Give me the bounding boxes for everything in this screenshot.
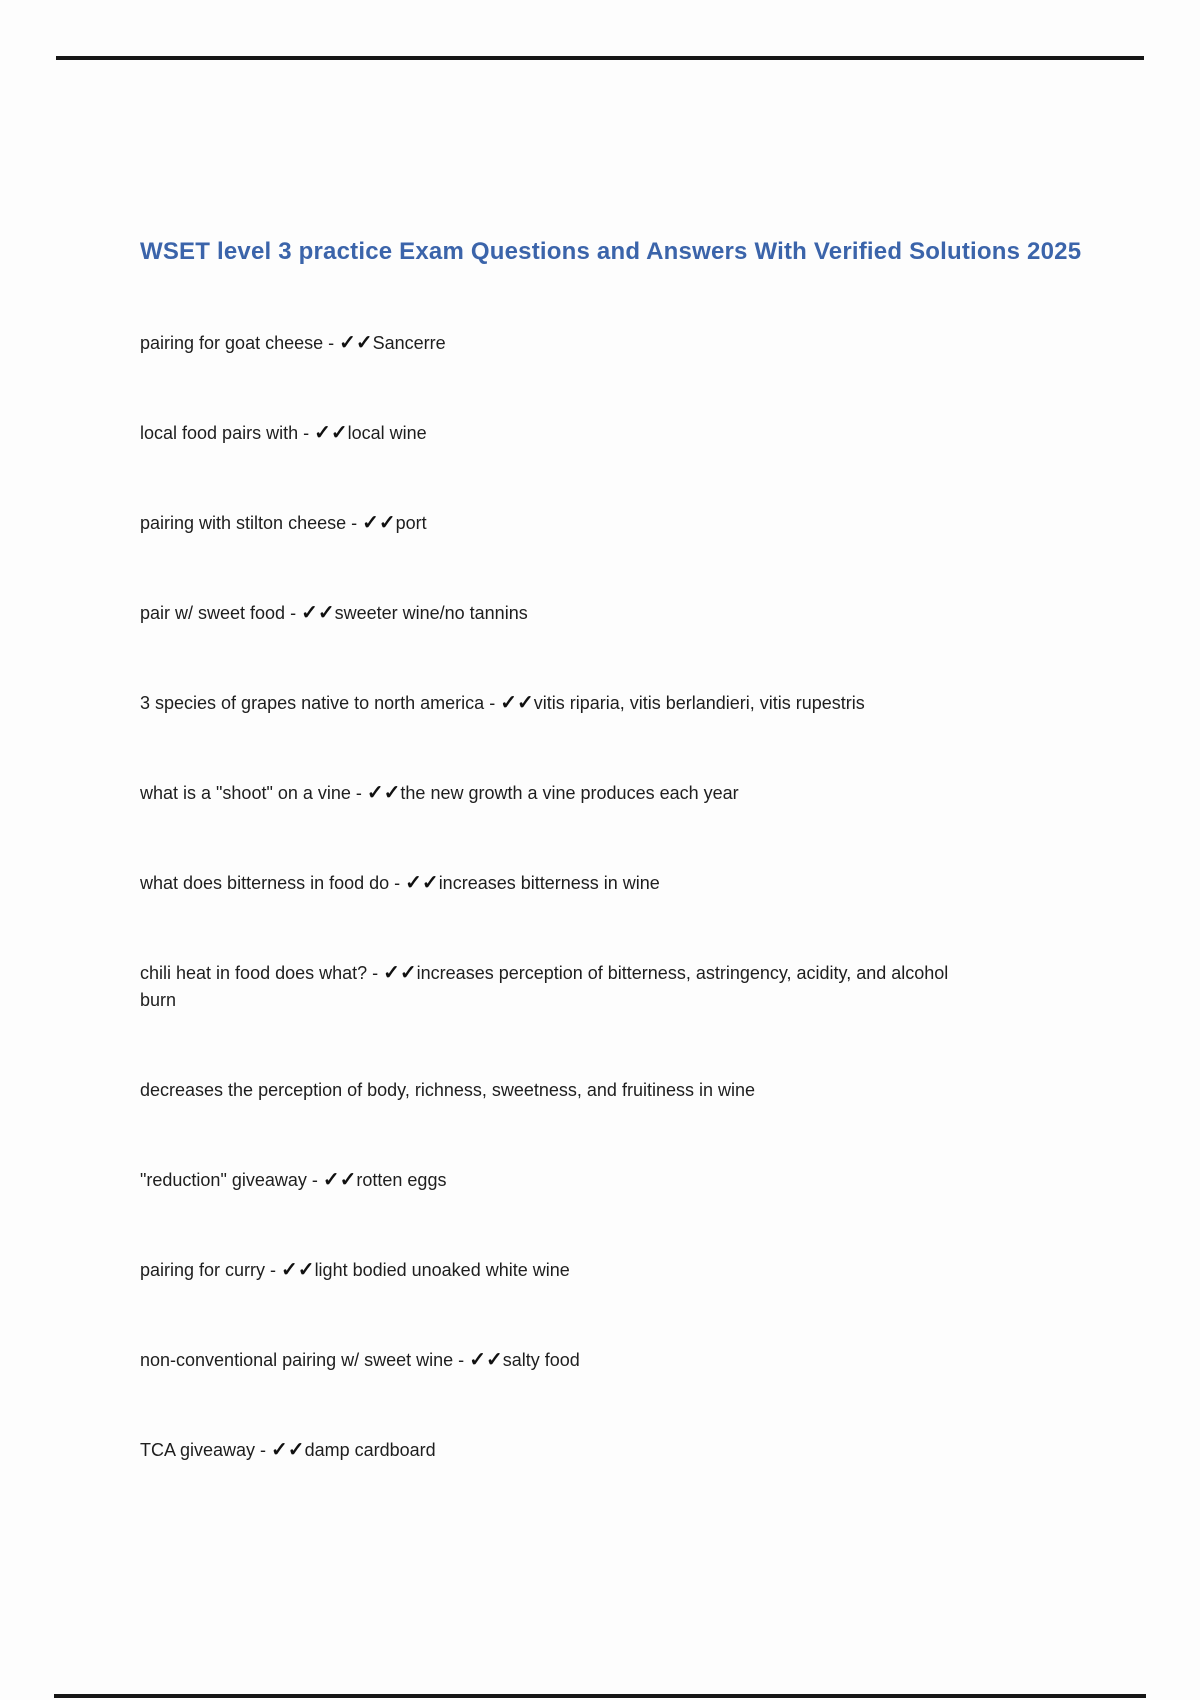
qa-item — [140, 1437, 1090, 1464]
page-top-border-rule — [56, 56, 1144, 60]
answer-text: salty food — [502, 1350, 580, 1370]
qa-item — [140, 1077, 1090, 1104]
question-text: what is a "shoot" on a vine - — [140, 783, 367, 803]
question-text: pair w/ sweet food - — [140, 603, 302, 623]
question-text: chili heat in food does what? - — [140, 963, 384, 983]
question-text: what does bitterness in food do - — [140, 873, 406, 893]
double-checkmark-icon: ✓✓ — [314, 422, 348, 444]
qa-item — [140, 960, 1090, 1014]
double-checkmark-icon: ✓✓ — [322, 1169, 357, 1191]
question-text: pairing for goat cheese - — [140, 333, 340, 353]
qa-item — [140, 690, 1090, 717]
page-bottom-border-rule — [54, 1694, 1146, 1698]
double-checkmark-icon: ✓✓ — [366, 782, 401, 804]
qa-item — [140, 420, 1090, 447]
double-checkmark-icon: ✓✓ — [339, 332, 373, 354]
answer-text: increases bitterness in wine — [438, 873, 660, 893]
answer-text: vitis riparia, vitis berlandieri, vitis rupestris — [533, 693, 865, 713]
double-checkmark-icon: ✓✓ — [301, 602, 335, 624]
question-text: 3 species of grapes native to north america - — [140, 693, 501, 713]
question-text: decreases the perception of body, richness, sweetness, and fruitiness in wine — [140, 1080, 756, 1100]
answer-text: local wine — [347, 423, 427, 443]
answer-text: sweeter wine/no tannins — [334, 603, 528, 623]
question-text: non-conventional pairing w/ sweet wine - — [140, 1350, 470, 1370]
question-text: TCA giveaway - — [140, 1440, 272, 1460]
answer-text: increases perception of bitterness, astringency, acidity, and alcohol — [416, 963, 949, 983]
double-checkmark-icon: ✓✓ — [383, 962, 417, 984]
double-checkmark-icon: ✓✓ — [362, 512, 396, 534]
question-text: pairing for curry - — [140, 1260, 282, 1280]
qa-item — [140, 600, 1090, 627]
double-checkmark-icon: ✓✓ — [281, 1259, 315, 1281]
question-text: "reduction" giveaway - — [140, 1170, 323, 1190]
answer-text: damp cardboard — [304, 1440, 436, 1460]
qa-item — [140, 780, 1090, 807]
question-text: pairing with stilton cheese - — [140, 513, 363, 533]
qa-item — [140, 1347, 1090, 1374]
answer-text: light bodied unoaked white wine — [314, 1260, 570, 1280]
answer-text: rotten eggs — [356, 1170, 447, 1190]
answer-text: port — [395, 513, 427, 533]
double-checkmark-icon: ✓✓ — [271, 1439, 305, 1461]
double-checkmark-icon: ✓✓ — [500, 692, 534, 714]
qa-item — [140, 510, 1090, 537]
page-title: WSET level 3 practice Exam Questions and Answers With Verified Solutions 2025 — [140, 238, 1082, 266]
answer-text: the new growth a vine produces each year — [400, 783, 739, 803]
qa-item — [140, 330, 1090, 357]
qa-item — [140, 1167, 1090, 1194]
answer-text-wrapped: burn — [140, 990, 177, 1010]
qa-item — [140, 1257, 1090, 1284]
double-checkmark-icon: ✓✓ — [405, 872, 439, 894]
double-checkmark-icon: ✓✓ — [469, 1349, 503, 1371]
question-text: local food pairs with - — [140, 423, 315, 443]
answer-text: Sancerre — [372, 333, 446, 353]
qa-item — [140, 870, 1090, 897]
